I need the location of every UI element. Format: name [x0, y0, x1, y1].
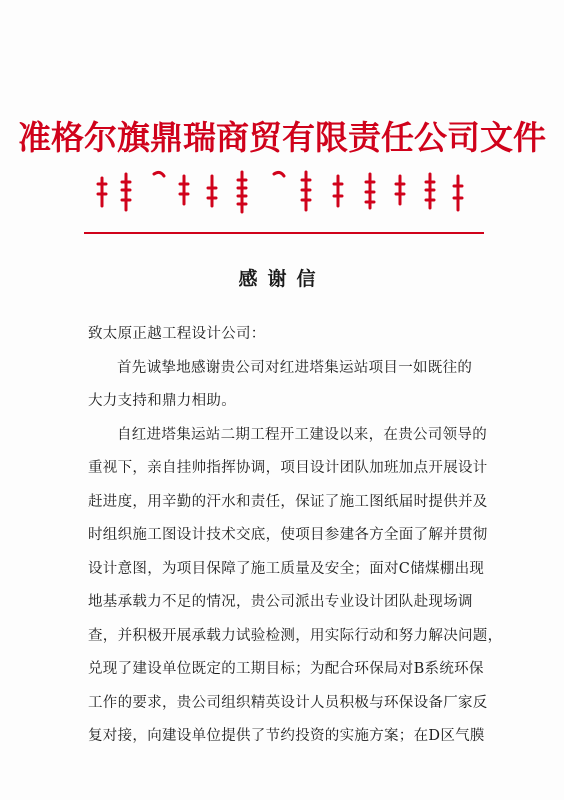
paragraph-line: 大力支持和鼎力相助。	[88, 393, 236, 409]
letter-body	[88, 318, 503, 754]
paragraph-line: 兑现了建设单位既定的工期目标；为配合环保局对B系统环保	[88, 661, 484, 677]
paragraph-line: 首先诚挚地感谢贵公司对红进塔集运站项目一如既往的	[117, 359, 473, 376]
salutation: 致太原正越工程设计公司：	[88, 326, 266, 342]
paragraph-line: 重视下，亲自挂帅指挥协调，项目设计团队加班加点开展设计	[88, 460, 488, 476]
mongolian-script-line	[92, 160, 472, 220]
header-divider	[84, 232, 484, 234]
paragraph-line: 工作的要求，贵公司组织精英设计人员积极与环保设备厂家反	[88, 694, 488, 711]
organization-title: 准格尔旗鼎瑞商贸有限责任公司文件	[18, 118, 546, 157]
paragraph-line: 时组织施工图设计技术交底，使项目参建各方全面了解并贯彻	[88, 527, 488, 543]
letter-title: 感谢信	[238, 268, 326, 290]
paragraph-line: 查，并积极开展承载力试验检测，用实际行动和努力解决问题，	[88, 627, 503, 644]
paragraph-line: 复对接，向建设单位提供了节约投资的实施方案；在D区气膜	[88, 728, 485, 744]
paragraph-line: 赶进度，用辛勤的汗水和责任，保证了施工图纸届时提供并及	[88, 493, 488, 510]
paragraph-line: 设计意图，为项目保障了施工质量及安全；面对C储煤棚出现	[88, 560, 485, 577]
paragraph-line: 自红进塔集运站二期工程开工建设以来，在贵公司领导的	[117, 426, 487, 443]
paragraph-line: 地基承载力不足的情况，贵公司派出专业设计团队赴现场调	[88, 594, 473, 610]
